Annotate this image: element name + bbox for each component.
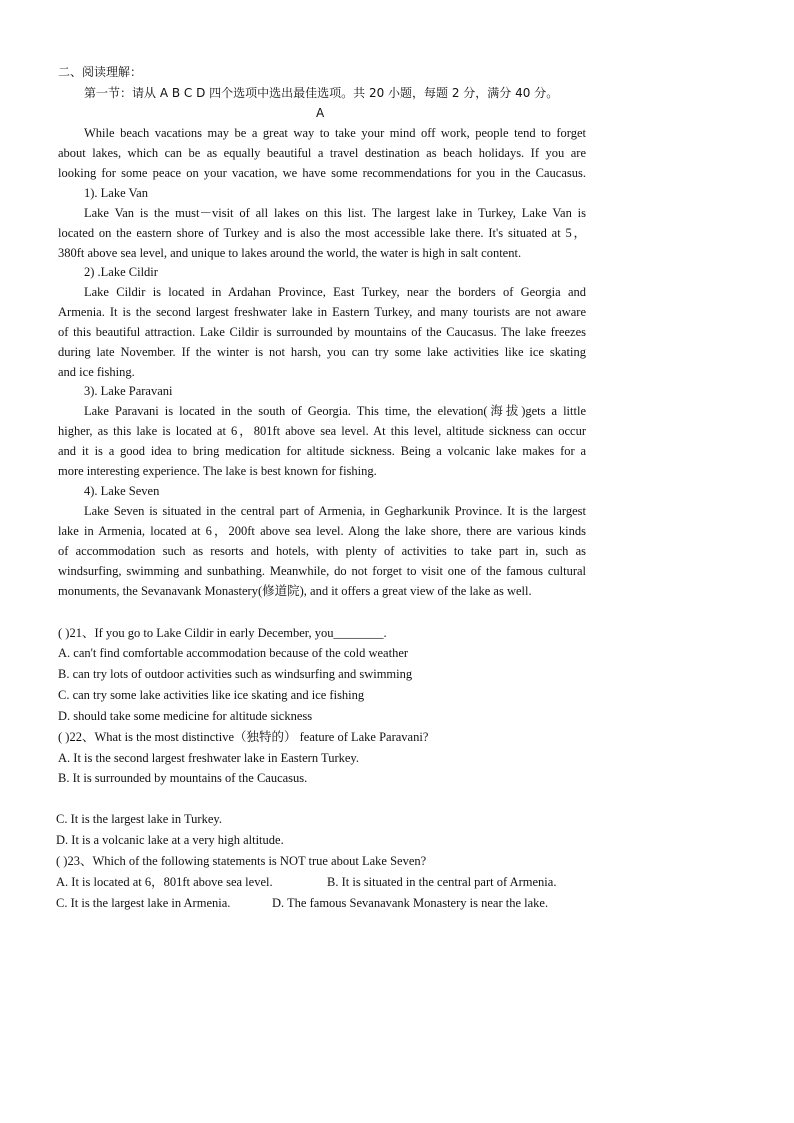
question-22-option: B. It is surrounded by mountains of the Caucasus. — [58, 771, 308, 785]
question-23-option: D. The famous Sevanavank Monastery is near the lake. — [272, 896, 549, 910]
lake-seven-line: monuments, the Sevanavank Monastery(修道院), and it offers a great view of the lake as well. — [58, 584, 532, 598]
lake-seven-line: windsurfing, swimming and sunbathing. Meanwhile, do not forget to visit one of the famous cultural — [58, 564, 586, 578]
lake-cildir-line: during late November. If the winter is not harsh, you can try some lake activities like ice skating — [58, 345, 586, 359]
lake-paravani-line: higher, as this lake is located at 6，801ft above sea level. At this level, altitude sickness can occur — [58, 424, 586, 438]
passage-label: A — [316, 106, 325, 120]
question-22-option: D. It is a volcanic lake at a very high altitude. — [56, 833, 284, 847]
question-23-option: B. It is situated in the central part of Armenia. — [327, 875, 557, 889]
question-22-option: C. It is the largest lake in Turkey. — [56, 812, 222, 826]
passage-intro-line: about lakes, which can be as equally beautiful a travel destination as beach holidays. If you are — [58, 146, 586, 160]
section-heading: 二、阅读理解： — [58, 65, 143, 79]
question-23-option: A. It is located at 6，801ft above sea level. — [56, 875, 273, 889]
lake-seven-title: 4). Lake Seven — [84, 484, 160, 498]
question-23-option: C. It is the largest lake in Armenia. — [56, 896, 231, 910]
lake-van-line: located on the eastern shore of Turkey and is also the most accessible lake there. It's situated at 5， — [58, 226, 586, 240]
lake-van-line: Lake Van is the must－visit of all lakes on this list. The largest lake in Turkey, Lake Van is — [84, 206, 586, 220]
lake-cildir-line: of this beautiful attraction. Lake Cildir is surrounded by mountains of the Caucasus. The lake freezes — [58, 325, 586, 339]
question-23-stem: ( )23、Which of the following statements is NOT true about Lake Seven? — [56, 854, 427, 868]
lake-van-title: 1). Lake Van — [84, 186, 148, 200]
question-21-option: C. can try some lake activities like ice skating and ice fishing — [58, 688, 365, 702]
lake-seven-line: lake in Armenia, located at 6，200ft above sea level. Along the lake shore, there are various kinds — [58, 524, 586, 538]
section-instruction: 第一节：请从 A B C D 四个选项中选出最佳选项。共 20 小题，每题 2 分，满分 40 分。 — [84, 86, 559, 100]
passage-intro-line: looking for some peace on your vacation, we have some recommendations for you in the Caucasus. — [58, 166, 586, 180]
lake-seven-line: Lake Seven is situated in the central part of Armenia, in Gegharkunik Province. It is the largest — [84, 504, 586, 518]
question-21-option: D. should take some medicine for altitude sickness — [58, 709, 313, 723]
lake-paravani-title: 3). Lake Paravani — [84, 384, 173, 398]
lake-seven-line: of accommodation such as resorts and hotels, with plenty of activities to take part in, such as — [58, 544, 586, 558]
lake-van-line: 380ft above sea level, and unique to lakes around the world, the water is high in salt content. — [58, 246, 522, 260]
question-21-stem: ( )21、If you go to Lake Cildir in early December, you________. — [58, 626, 387, 640]
lake-paravani-line: more interesting experience. The lake is best known for fishing. — [58, 464, 377, 478]
lake-cildir-line: Lake Cildir is located in Ardahan Province, East Turkey, near the borders of Georgia and — [84, 285, 586, 299]
lake-cildir-line: and ice fishing. — [58, 365, 135, 379]
lake-cildir-line: Armenia. It is the second largest freshwater lake in Eastern Turkey, and many tourists are not aware — [58, 305, 586, 319]
question-21-option: B. can try lots of outdoor activities such as windsurfing and swimming — [58, 667, 413, 681]
question-21-option: A. can't find comfortable accommodation because of the cold weather — [58, 646, 409, 660]
question-22-option: A. It is the second largest freshwater lake in Eastern Turkey. — [58, 751, 359, 765]
lake-paravani-line: Lake Paravani is located in the south of Georgia. This time, the elevation(海拔)gets a little — [84, 404, 586, 418]
lake-cildir-title: 2) .Lake Cildir — [84, 265, 158, 279]
question-22-stem: ( )22、What is the most distinctive（独特的） feature of Lake Paravani? — [58, 730, 429, 744]
lake-paravani-line: and it is a good idea to bring medication for altitude sickness. Being a volcanic lake makes for a — [58, 444, 586, 458]
passage-intro-line: While beach vacations may be a great way to take your mind off work, people tend to forget — [84, 126, 586, 140]
